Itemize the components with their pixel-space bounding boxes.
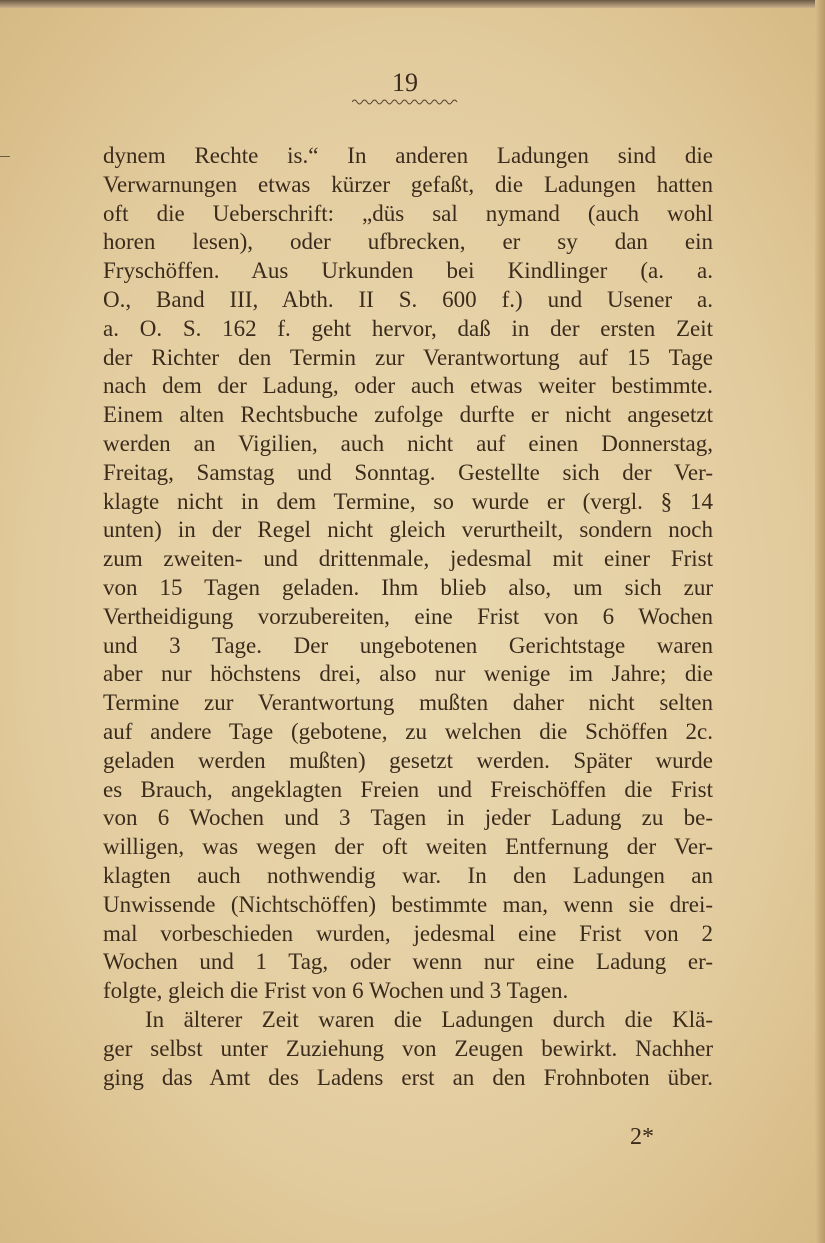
- text-line: klagten auch nothwendig war. In den Ladungen an: [103, 862, 713, 888]
- margin-mark: [0, 156, 10, 157]
- text-line: oft die Ueberschrift: „düs sal nymand (auch wohl: [103, 200, 713, 226]
- text-line: aber nur höchstens drei, also nur wenige im Jahre; die: [103, 661, 713, 687]
- text-line: Vertheidigung vorzubereiten, eine Frist von 6 Wochen: [103, 603, 713, 629]
- text-line: Wochen und 1 Tag, oder wenn nur eine Ladung er-: [103, 949, 713, 975]
- text-line: folgte, gleich die Frist von 6 Wochen und 3 Tagen.: [103, 978, 569, 1004]
- text-line: auf andere Tage (gebotene, zu welchen die Schöffen 2c.: [103, 718, 713, 744]
- text-line: und 3 Tage. Der ungebotenen Gerichtstage waren: [103, 632, 713, 658]
- text-line: ging das Amt des Ladens erst an den Frohnboten über.: [103, 1064, 713, 1090]
- page-top-edge: [0, 0, 825, 8]
- text-line: Fryschöffen. Aus Urkunden bei Kindlinger (a. a.: [103, 258, 713, 284]
- text-line: mal vorbeschieden wurden, jedesmal eine Frist von 2: [103, 920, 713, 946]
- text-line: von 15 Tagen geladen. Ihm blieb also, um sich zur: [103, 574, 713, 600]
- text-line: horen lesen), oder ufbrecken, er sy dan ein: [103, 229, 713, 255]
- text-line: nach dem der Ladung, oder auch etwas weiter bestimmte.: [103, 373, 713, 399]
- text-line: In älterer Zeit waren die Ladungen durch die Klä-: [145, 1006, 713, 1032]
- ornamental-rule: [352, 98, 458, 106]
- text-line: klagte nicht in dem Termine, so wurde er (vergl. § 14: [103, 488, 713, 514]
- text-line: O., Band III, Abth. II S. 600 f.) und Usener a.: [103, 286, 713, 312]
- text-line: es Brauch, angeklagten Freien und Freischöffen die Frist: [103, 776, 713, 802]
- text-line: Einem alten Rechtsbuche zufolge durfte er nicht angesetzt: [103, 402, 713, 428]
- text-line: ger selbst unter Zuziehung von Zeugen bewirkt. Nachher: [103, 1035, 713, 1061]
- text-line: der Richter den Termin zur Verantwortung auf 15 Tage: [103, 344, 713, 370]
- text-line: a. O. S. 162 f. geht hervor, daß in der ersten Zeit: [103, 315, 713, 341]
- text-line: werden an Vigilien, auch nicht auf einen Donnerstag,: [103, 430, 713, 456]
- text-line: Unwissende (Nichtschöffen) bestimmte man, wenn sie drei-: [103, 891, 713, 917]
- page-number: 19: [392, 68, 418, 97]
- text-line: willigen, was wegen der oft weiten Entfernung der Ver-: [103, 834, 713, 860]
- body-text: [103, 142, 713, 1092]
- text-line: geladen werden mußten) gesetzt werden. Später wurde: [103, 747, 713, 773]
- text-line: von 6 Wochen und 3 Tagen in jeder Ladung zu be-: [103, 805, 713, 831]
- text-line: dynem Rechte is.“ In anderen Ladungen sind die: [103, 143, 713, 168]
- text-line: Verwarnungen etwas kürzer gefaßt, die Ladungen hatten: [103, 171, 713, 197]
- page-right-edge: [815, 0, 825, 1243]
- text-line: Freitag, Samstag und Sonntag. Gestellte sich der Ver-: [103, 459, 713, 485]
- text-line: unten) in der Regel nicht gleich verurtheilt, sondern noch: [103, 517, 713, 543]
- text-line: Termine zur Verantwortung mußten daher nicht selten: [103, 690, 713, 716]
- text-line: zum zweiten- und drittenmale, jedesmal mit einer Frist: [103, 546, 713, 572]
- signature-mark: 2*: [630, 1124, 654, 1150]
